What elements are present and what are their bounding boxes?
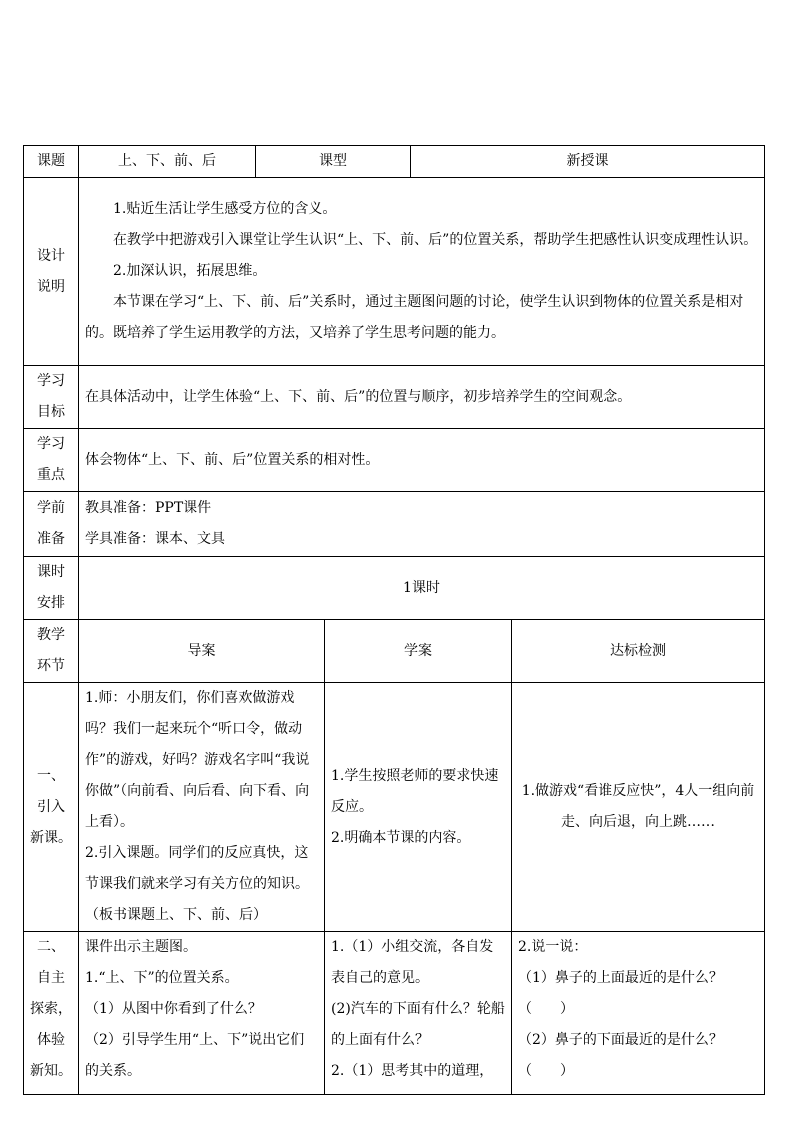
section2-check	[512, 932, 765, 1095]
phase-label: 教学 环节	[24, 620, 79, 683]
topic-row	[24, 146, 765, 178]
prep-row	[24, 492, 765, 557]
prep-content	[79, 492, 765, 557]
check-line: （ ）	[518, 1063, 574, 1079]
goal-content: 在具体活动中，让学生体验“上、下、前、后”的位置与顺序，初步培养学生的空间观念。	[79, 366, 765, 429]
section1-label: 一、 引入 新课。	[24, 683, 79, 932]
check-line: （1）鼻子的上面最近的是什么？	[518, 970, 723, 986]
focus-row	[24, 429, 765, 492]
study-line: 1.学生按照老师的要求快速反应。	[331, 767, 499, 815]
study-line: (2)汽车的下面有什么？轮船的上面有什么？	[331, 1001, 505, 1048]
col-check-header: 达标检测	[512, 620, 765, 683]
section2-label: 二、 自主 探索， 体验 新知。	[24, 932, 79, 1095]
col-study-header: 学案	[325, 620, 512, 683]
design-line: 本节课在学习“上、下、前、后”关系时，通过主题图问题的讨论，使学生认识到物体的位置关系是相对的。既培养了学生运用教学的方法，又培养了学生思考问题的能力。	[85, 294, 744, 341]
section1-row	[24, 683, 765, 932]
focus-label: 学习 重点	[24, 429, 79, 492]
guide-line: 1.师：小朋友们，你们喜欢做游戏吗？我们一起来玩个“听口令，做动作”的游戏，好吗？游戏名字叫“我说你做”（向前看、向后看、向下看、向上看）。	[85, 690, 310, 830]
study-line: 2.明确本节课的内容。	[331, 829, 471, 846]
guide-line: （2）引导学生用“上、下”说出它们的关系。	[85, 1032, 305, 1079]
guide-line: 1.“上、下”的位置关系。	[85, 970, 239, 986]
goal-label: 学习 目标	[24, 366, 79, 429]
design-line: 在教学中把游戏引入课堂让学生认识“上、下、前、后”的位置关系，帮助学生把感性认识变成理性认识。	[113, 232, 758, 248]
section2-study	[325, 932, 512, 1095]
prep-line: 学具准备：课本、文具	[85, 531, 225, 547]
schedule-label: 课时 安排	[24, 557, 79, 620]
guide-line: （1）从图中你看到了什么？	[85, 1001, 262, 1017]
check-line: 1.做游戏“看谁反应快”，4人一组向前走、向后退，向上跳……	[521, 783, 755, 830]
design-label: 设计 说明	[24, 178, 79, 366]
section2-row	[24, 932, 765, 1095]
study-line: 1.（1）小组交流，各自发表自己的意见。	[331, 939, 494, 986]
goal-row	[24, 366, 765, 429]
guide-line: 2.引入课题。同学们的反应真快，这节课我们就来学习有关方位的知识。（板书课题上、下、前、后）	[85, 845, 309, 923]
focus-content: 体会物体“上、下、前、后”位置关系的相对性。	[79, 429, 765, 492]
study-line: 2.（1）思考其中的道理，	[331, 1063, 494, 1079]
prep-label: 学前 准备	[24, 492, 79, 557]
design-content	[79, 178, 765, 366]
topic-value: 上、下、前、后	[79, 146, 256, 178]
guide-line: 课件出示主题图。	[85, 939, 197, 955]
section1-guide	[79, 683, 325, 932]
check-line: （ ）	[518, 1001, 574, 1017]
check-line: 2.说一说：	[518, 939, 588, 955]
phase-header-row	[24, 620, 765, 683]
section1-study	[325, 683, 512, 932]
lesson-plan-table	[23, 145, 765, 1095]
section2-guide	[79, 932, 325, 1095]
schedule-content: 1课时	[79, 557, 765, 620]
topic-label: 课题	[24, 146, 79, 178]
col-guide-header: 导案	[79, 620, 325, 683]
type-label: 课型	[256, 146, 411, 178]
design-line: 1.贴近生活让学生感受方位的含义。	[113, 201, 337, 217]
design-row	[24, 178, 765, 366]
type-value: 新授课	[411, 146, 765, 178]
schedule-row	[24, 557, 765, 620]
prep-line: 教具准备：PPT课件	[85, 500, 212, 516]
check-line: （2）鼻子的下面最近的是什么？	[518, 1032, 723, 1048]
section1-check	[512, 683, 765, 932]
design-line: 2.加深认识，拓展思维。	[113, 263, 267, 279]
